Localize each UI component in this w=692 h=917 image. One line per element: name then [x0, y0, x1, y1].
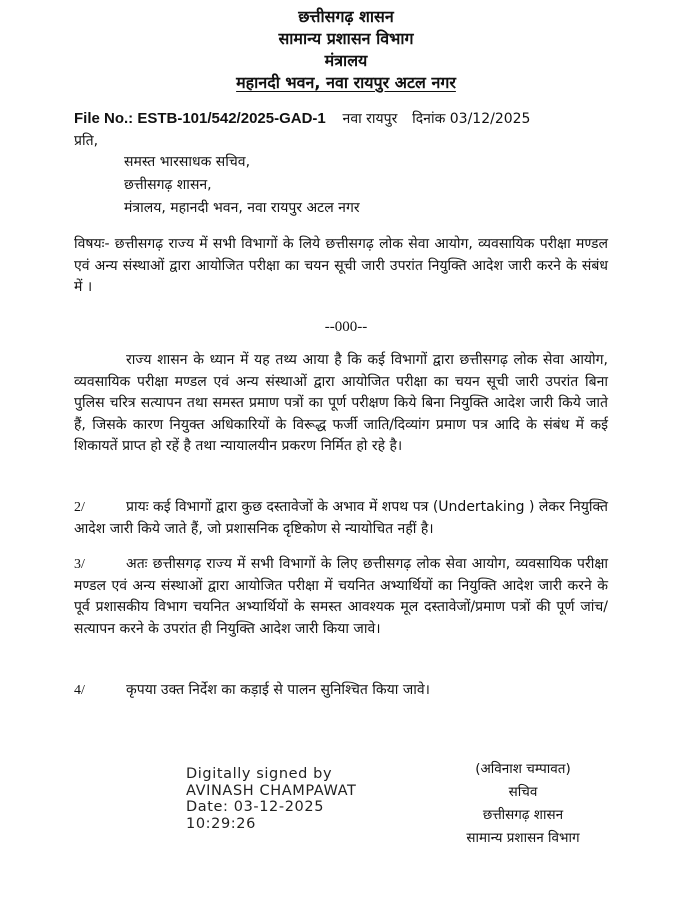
digital-signature-name: AVINASH CHAMPAWAT	[186, 782, 357, 799]
signatory-name: (अविनाश चम्पावत)	[475, 761, 571, 777]
signatory-block	[430, 758, 616, 850]
header-government: छत्तीसगढ़ शासन	[298, 7, 394, 26]
header-address: महानदी भवन, नवा रायपुर अटल नगर	[236, 73, 456, 92]
digital-signature-date: Date: 03-12-2025	[186, 799, 325, 815]
paragraph-3	[74, 554, 608, 640]
signatory-government: छत्तीसगढ़ शासन	[482, 807, 564, 823]
paragraph-number: 2/	[74, 500, 85, 515]
section-separator: --000--	[324, 319, 368, 335]
paragraph-text: प्रायः कई विभागों द्वारा कुछ दस्तावेजों के अभाव में शपथ पत्र (Undertaking ) लेकर नियुक्ति आदेश जारी किये जाते हैं, जो प्रशासनिक दृष्टिकोण से न्यायोचित नहीं है।	[74, 499, 608, 537]
paragraph-2	[74, 497, 608, 540]
file-number: File No.: ESTB-101/542/2025-GAD-1	[74, 110, 326, 127]
addressee-line: मंत्रालय, महानदी भवन, नवा रायपुर अटल नगर	[124, 200, 360, 216]
subject-paragraph: विषयः- छत्तीसगढ़ राज्य में सभी विभागों के लिये छत्तीसगढ़ लोक सेवा आयोग, व्यवसायिक परीक्षा मण्डल एवं अन्य संस्थाओं द्वारा आयोजित परीक्षा का चयन सूची जारी उपरांत नियुक्ति आदेश जारी करने के संबंध में ।	[74, 236, 608, 296]
header-department: सामान्य प्रशासन विभाग	[278, 29, 414, 48]
paragraph-text: कृपया उक्त निर्देश का कड़ाई से पालन सुनिश्चित किया जावे।	[126, 682, 430, 698]
issue-date: दिनांक 03/12/2025	[412, 111, 531, 127]
paragraph-number: 3/	[74, 557, 85, 572]
addressee-label: प्रति,	[74, 133, 99, 149]
paragraph-text: अतः छत्तीसगढ़ राज्य में सभी विभागों के लिए छत्तीसगढ़ लोक सेवा आयोग, व्यवसायिक परीक्षा मण्डल एवं अन्य संस्थाओं द्वारा आयोजित परीक्षा में चयनित अभ्यार्थियों का नियुक्ति आदेश जारी करने के पूर्व प्रशासकीय विभाग चयनित अभ्यार्थियों के समस्त आवश्यक मूल दस्तावेजों/प्रमाण पत्रों की पूर्ण जांच/सत्यापन करने के उपरांत ही नियुक्ति आदेश जारी किया जावे।	[74, 556, 608, 637]
addressee-line: समस्त भारसाधक सचिव,	[124, 154, 251, 170]
signatory-designation: सचिव	[508, 784, 538, 800]
paragraph-1	[74, 350, 608, 458]
paragraph-text: राज्य शासन के ध्यान में यह तथ्य आया है कि कई विभागों द्वारा छत्तीसगढ़ लोक सेवा आयोग, व्यवसायिक परीक्षा मण्डल एवं अन्य संस्थाओं द्वारा आयोजित परीक्षा का चयन सूची जारी उपरांत बिना पुलिस चरित्र सत्यापन तथा समस्त प्रमाण पत्रों का पूर्ण परीक्षण किये बिना नियुक्ति आदेश जारी किये जाते हैं, जिसके कारण नियुक्त अधिकारियों के विरूद्ध फर्जी जाति/दिव्यांग प्रमाण पत्र आदि के संबंध में कई शिकायतें प्राप्त हो रहें है तथा न्यायालयीन प्रकरण निर्मित हो रहे है।	[74, 352, 608, 455]
file-reference-line	[74, 108, 530, 129]
addressee-line: छत्तीसगढ़ शासन,	[124, 177, 212, 193]
digital-signature-block	[186, 766, 356, 832]
signatory-department: सामान्य प्रशासन विभाग	[466, 830, 580, 846]
paragraph-number: 4/	[74, 683, 85, 698]
header-secretariat: मंत्रालय	[324, 51, 368, 70]
digital-signature-time: 10:29:26	[186, 815, 256, 832]
issue-place: नवा रायपुर	[342, 111, 398, 127]
digital-signature-label: Digitally signed by	[186, 766, 333, 782]
paragraph-4	[74, 680, 608, 702]
